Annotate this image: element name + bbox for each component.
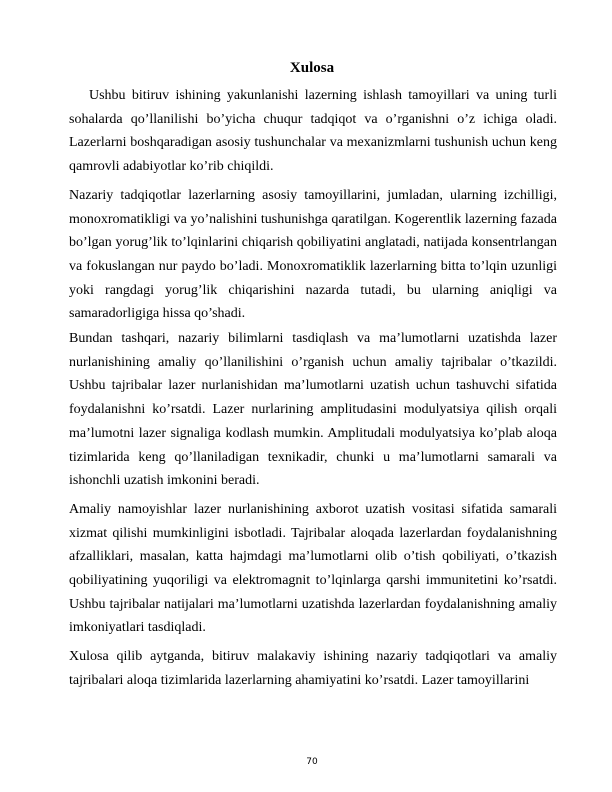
page-title: Xulosa xyxy=(289,60,335,76)
body-text xyxy=(69,84,557,693)
paragraph-conclusion: Xulosa qilib aytganda, bitiruv malakaviy ishining nazariy tadqiqotlari va amaliy tajribalari aloqa tizimlarida lazerlarning ahamiyatini ko’rsatdi. Lazer tamoyillarini xyxy=(69,649,557,688)
paragraph-theory: Nazariy tadqiqotlar lazerlarning asosiy tamoyillarini, jumladan, ularning izchilligi, monoxromatikligi va yo’nalishini tushunishga qaratilgan. Kogerentlik lazerning fazada bo’lgan yorug’lik to’lqinlarini chiqarish qobiliyatini anglatadi, natijada konsentrlangan va fokuslangan nur paydo bo’ladi. Monoxromatiklik lazerlarning bitta to’lqin uzunligi yoki rangdagi yorug’lik chiqarishini nazarda tutadi, bu ularning aniqligi va samaradorligiga hissa qo’shadi. xyxy=(69,187,557,322)
paragraph-experiments: Bundan tashqari, nazariy bilimlarni tasdiqlash va ma’lumotlarni uzatishda lazer nurlanishining amaliy qo’llanilishini o’rganish uchun amaliy tajribalar o’tkazildi. Ushbu tajribalar lazer nurlanishidan ma’lumotlarni uzatish uchun tashuvchi sifatida foydalanishni ko’rsatdi. Lazer nurlarining amplitudasini modulyatsiya qilish orqali ma’lumotni lazer signaliga kodlash mumkin. Amplitudali modulyatsiya ko’plab aloqa tizimlarida keng qo’llaniladigan texnikadir, chunki u ma’lumotlarni samarali va ishonchli uzatish imkonini beradi. xyxy=(69,331,557,489)
page-number: 70 xyxy=(306,757,318,767)
paragraph-intro: Ushbu bitiruv ishining yakunlanishi lazerning ishlash tamoyillari va uning turli sohalarda qo’llanilishi bo’yicha chuqur tadqiqot va o’rganishni o’z ichiga oladi. Lazerlarni boshqaradigan asosiy tushunchalar va mexanizmlarni tushunish uchun keng qamrovli adabiyotlar ko’rib chiqildi. xyxy=(69,88,557,175)
paragraph-demonstrations: Amaliy namoyishlar lazer nurlanishining axborot uzatish vositasi sifatida samarali xizmat qilishi mumkinligini isbotladi. Tajribalar aloqada lazerlardan foydalanishning afzalliklari, masalan, katta hajmdagi ma’lumotlarni olib o’tish qobiliyati, o’tkazish qobiliyatining yuqoriligi va elektromagnit to’lqinlarga qarshi immunitetini ko’rsatdi. Ushbu tajribalar natijalari ma’lumotlarni uzatishda lazerlardan foydalanishning amaliy imkoniyatlari tasdiqladi. xyxy=(69,501,557,636)
